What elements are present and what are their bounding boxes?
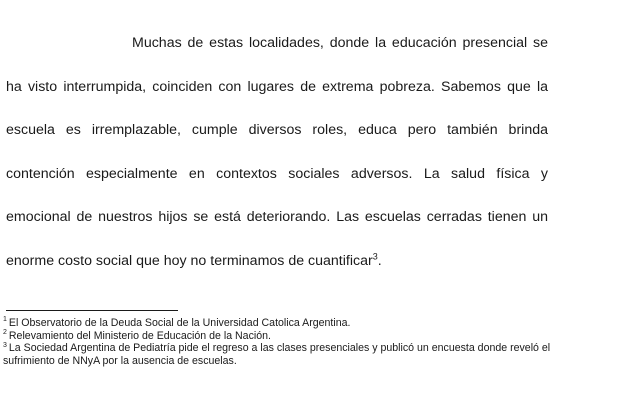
- body-paragraph: [6, 22, 548, 283]
- footnote-text: El Observatorio de la Deuda Social de la Universidad Catolica Argentina.: [8, 317, 351, 329]
- paragraph-text: Muchas de estas localidades, donde la educación presencial se ha visto interrumpida, coinciden con lugares de extrema pobreza. Sabemos que la escuela es irremplazable, cumple diversos roles, educa pero también brinda contención especialmente en contextos sociales adversos. La salud física y emocional de nuestros hijos se está deteriorando. Las escuelas cerradas tienen un enorme costo social que hoy no terminamos de cuantificar: [6, 35, 548, 269]
- footnote-number: 1: [3, 316, 7, 324]
- footnote-number: 2: [3, 329, 7, 337]
- footnote-separator: [6, 310, 178, 311]
- footnote-2: [3, 330, 563, 343]
- footnote-text: La Sociedad Argentina de Pediatría pide el regreso a las clases presenciales y publicó un encuesta donde reveló el sufrimiento de NNyA por la ausencia de escuelas.: [3, 342, 551, 367]
- footnote-reference: 3: [372, 250, 378, 261]
- paragraph: [6, 22, 548, 283]
- paragraph-end: .: [377, 252, 382, 269]
- footnote-1: [3, 317, 563, 330]
- footnotes: [3, 317, 563, 367]
- footnote-3: [3, 342, 563, 367]
- footnote-number: 3: [3, 341, 7, 349]
- footnote-text: Relevamiento del Ministerio de Educación de la Nación.: [8, 329, 271, 342]
